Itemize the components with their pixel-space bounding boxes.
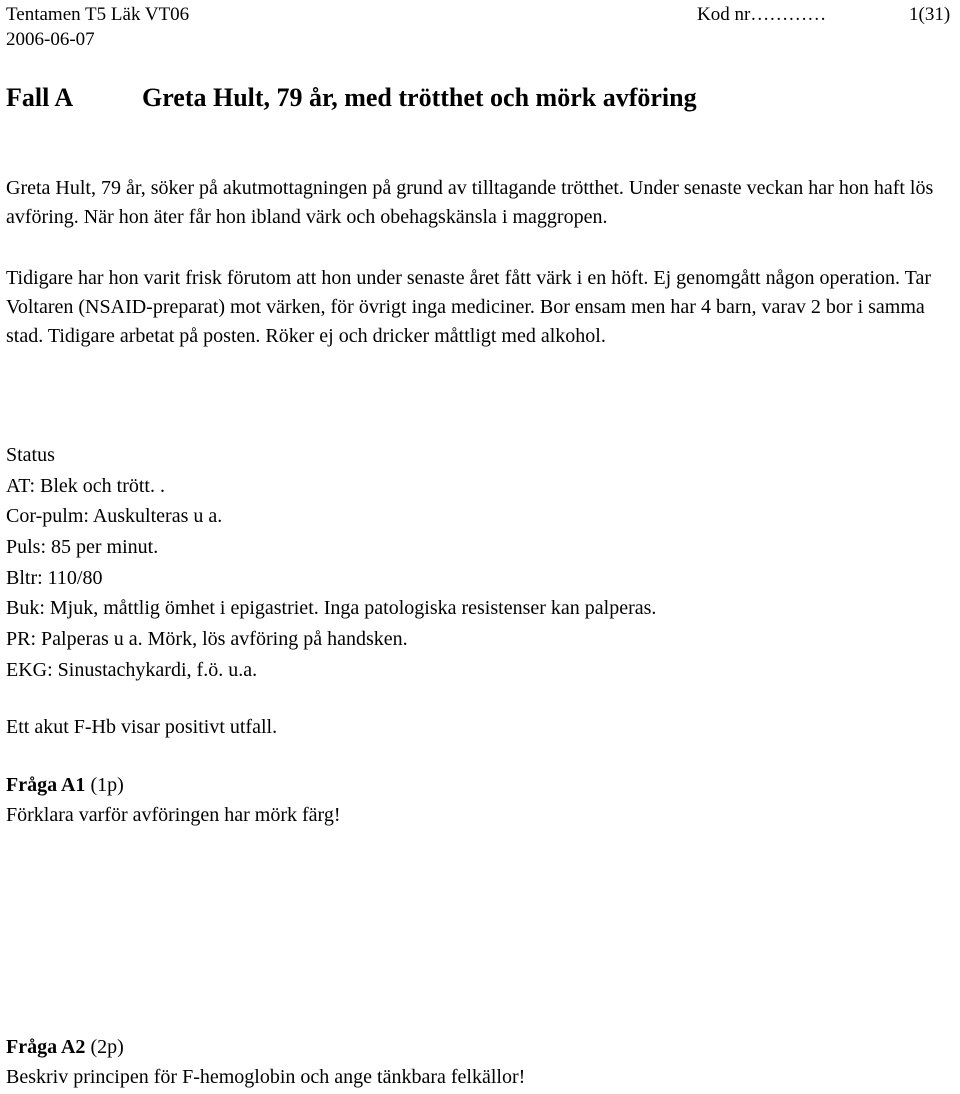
status-line-pr: PR: Palperas u a. Mörk, lös avföring på handsken. [6,628,408,651]
status-line-abdomen: Buk: Mjuk, måttlig ömhet i epigastriet. Inga patologiska resistenser kan palperas. [6,597,657,620]
question-a1 [6,770,341,830]
status-heading: Status [6,444,55,466]
status-line-at: AT: Blek och trött. . [6,474,165,497]
question-a2-label: Fråga A2 [6,1036,86,1058]
fhb-result: Ett akut F-Hb visar positivt utfall. [6,716,278,738]
exam-date: 2006-06-07 [6,29,95,50]
case-label: Fall A [6,83,74,112]
question-a1-text: Förklara varför avföringen har mörk färg! [6,804,341,826]
status-line-pulse: Puls: 85 per minut. [6,536,159,559]
case-history: Tidigare har hon varit frisk förutom att hon under senaste året fått värk i en höft. Ej genomgått någon operation. Tar Voltaren (NSAID-preparat) mot värken, för övrigt inga mediciner. Bor ensam men har 4 barn, varav 2 bor i samma stad. Tidigare arbetat på posten. Röker ej och dricker måttligt med alkohol. [6,267,932,347]
code-label: Kod nr………… [697,4,827,25]
question-a2-heading [6,1032,525,1062]
question-a2-text: Beskriv principen för F-hemoglobin och ange tänkbara felkällor! [6,1066,526,1088]
question-a2 [6,1032,525,1092]
page-number: 1(31) [909,4,951,25]
question-a2-points: (2p) [85,1036,124,1058]
status-line-blood-pressure: Bltr: 110/80 [6,566,103,589]
question-a1-heading [6,770,341,800]
status-section [6,440,656,686]
case-title: Greta Hult, 79 år, med trötthet och mörk avföring [142,83,697,112]
status-line-cor-pulm: Cor-pulm: Auskulteras u a. [6,505,223,528]
case-intro: Greta Hult, 79 år, söker på akutmottagningen på grund av tilltagande trötthet. Under senaste veckan har hon haft lös avföring. När hon äter får hon ibland värk och obehagskänsla i maggropen. [6,177,934,228]
question-a1-points: (1p) [85,774,124,796]
question-a1-label: Fråga A1 [6,774,86,796]
exam-title: Tentamen T5 Läk VT06 [6,4,190,25]
status-line-ekg: EKG: Sinustachykardi, f.ö. u.a. [6,658,258,681]
